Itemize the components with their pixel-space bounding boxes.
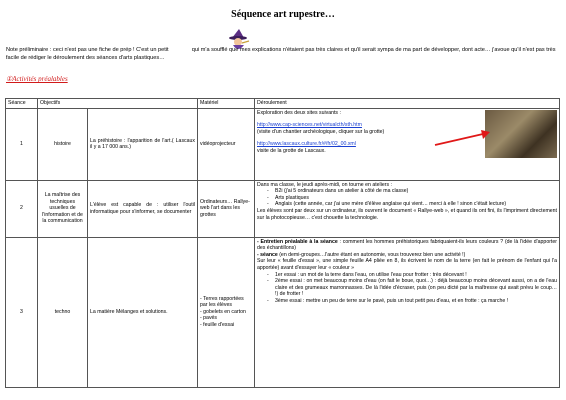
list-item: - 2ème essai : on met beaucoup moins d'eau (on fait le boue, quoi…) : déjà beaucoup moins décevant aussi, on a de l'eau claire et des grumeaux marronnasses. De là l'idée d'écraser, puis (on peu dicté par la maîtresse qui avait prévu le coup… !) de frotter ! [267,278,557,298]
materiel-item: - feuille d'essai [200,321,235,328]
objective-cell: L'élève est capable de : utiliser l'outil informatique pour s'informer, se documenter [88,180,198,237]
exploration-intro: Exploration des deux sites suivants : [257,109,341,116]
materiel-cell: Ordinateurs… Rallye-web l'art dans les grottes [198,180,255,237]
lascaux-link[interactable]: http://www.lascaux.culture.fr/#/fr/02_00.xml [257,141,356,148]
deroulement-cell [255,180,560,237]
materiel-item: - Terres rapportées par les élèves [200,295,244,309]
workshop-list [257,188,557,208]
cap-sciences-link[interactable]: http://www.cap-sciences.net/virtualcth/sth.htm [257,122,362,129]
seance-number: 1 [6,108,38,180]
materiel-cell: vidéoprojecteur [198,108,255,180]
domain-cell: techno [38,237,88,387]
cave-photo [485,110,557,158]
section-heading: ①Activités préalables [6,75,68,83]
workshop-intro: Dans ma classe, le jeudi après-midi, on tourne en ateliers : [257,181,392,188]
seance-number: 2 [6,180,38,237]
deroulement-cell [255,108,560,180]
header-deroulement: Déroulement [255,99,560,109]
objective-cell: La préhistoire : l'apparition de l'art.( Lascaux il y a 17 000 ans.) [88,108,198,180]
table-row [6,108,560,180]
essai-paragraph: Sur leur « feuille d'essai », une simple feuille A4 pliée en 8, ils écrivent le nom de la terre (en fait le prénom de l'enfant qui l'a apportée) avant d'essayer leur « couleur » [257,258,557,271]
page-title: Séquence art rupestre… [231,9,335,20]
header-seance: Séance [6,99,38,109]
objective-cell: La matière Mélanges et solutions. [88,237,198,387]
header-materiel: Matériel [198,99,255,109]
essai-list [257,272,557,305]
note-after: qui m'a soufflé que mes explications n'étaient pas très claires et qu'il serait sympa de ma part de développer, dont acte… j'avoue qu'il n'est pas très facile de rédiger le déroulement des séances d'arts plastiques… [6,47,556,61]
domain-cell: histoire [38,108,88,180]
seance-number: 3 [6,237,38,387]
table-row [6,237,560,387]
entretien-paragraph: - Entretien préalable à la séance : comment les hommes préhistoriques fabriquaient-ils leurs couleurs ? (de là l'idée d'apporter des échantillons) [257,238,557,252]
preliminary-note [6,46,558,62]
materiel-cell [198,237,255,387]
link1-note: (visite d'un chantier archéologique, cliquer sur la grotte) [257,128,385,135]
list-item: - Anglais (cette année, car j'ai une mère d'élève anglaise qui vient… merci à elle ! sinon c'était lecture) [267,201,507,208]
list-item: - Arts plastiques [267,194,310,201]
link2-note: visite de la grotte de Lascaux. [257,147,326,154]
materiel-item: - pavés [200,315,218,322]
sequence-table [5,98,560,388]
workshop-outro: Les élèves sont par deux sur un ordinateur, ils ouvrent le document « Rallye-web », et quand ils ont fini, ils l'impriment directement sur la photocopieuse… c'est chouette la technologie. [257,207,557,221]
note-before: Note préliminaire : ceci n'est pas une fiche de prép ! C'est un petit [6,47,169,53]
materiel-item: - gobelets en carton [200,308,246,315]
list-item: - 1er essai : un mot de la terre dans l'eau, on utilise l'eau pour frotter : très décevant ! [267,271,467,278]
list-item: - B2i (j'ai 5 ordinateurs dans un atelier à côté de ma classe) [267,188,409,195]
deroulement-cell [255,237,560,387]
table-header-row [6,99,560,109]
seance-paragraph: - séance (en demi-groupes…l'autre étant en autonomie, vous trouverez bien une activité !) [257,251,466,258]
red-arrow-icon [433,128,491,148]
list-item: - 3ème essai : mettre un peu de terre sur le pavé, puis un tout petit peu d'eau, et en frotte : ça marche ! [267,297,509,304]
domain-cell: La maîtrise des techniques usuelles de l'information et de la communication [38,180,88,237]
table-row [6,180,560,237]
header-objectifs: Objectifs [38,99,198,109]
